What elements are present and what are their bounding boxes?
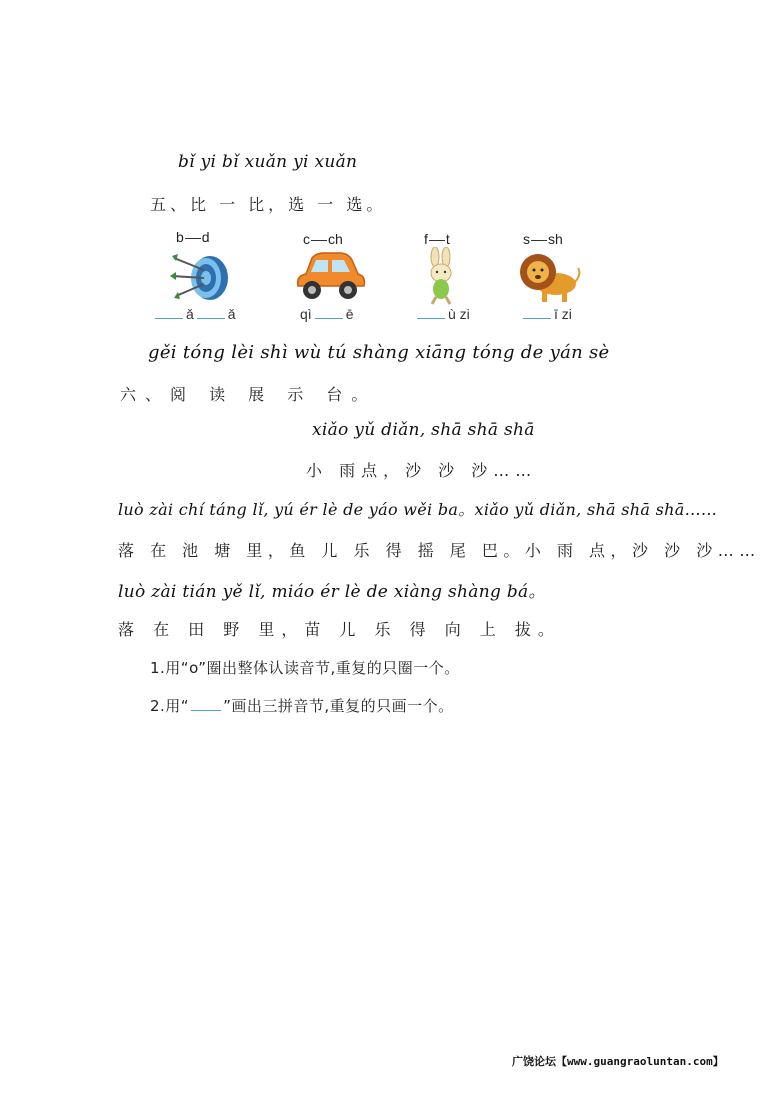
section5-title: 五、比 一 比，选 一 选。: [150, 195, 387, 214]
pair-answer-2: qì ē: [300, 306, 354, 322]
poem-line1: 落 在 池 塘 里，鱼 儿 乐 得 摇 尾 巴。小 雨 点，沙 沙 沙……: [118, 541, 761, 560]
underline-symbol: [191, 710, 221, 711]
poem-line2: 落 在 田 野 里，苗 儿 乐 得 向 上 拔。: [118, 620, 561, 639]
pair-answer-1: ǎ ǎ: [152, 306, 236, 322]
task-1: 1.用“o”圈出整体认读音节,重复的只圈一个。: [150, 659, 460, 677]
lion-icon: [518, 248, 582, 308]
pair-label-f-t: f t: [424, 231, 450, 247]
poem-title: 小 雨点，沙 沙 沙……: [306, 461, 538, 480]
poem-line1-pinyin: luò zài chí táng lǐ, yú ér lè de yáo wěi ba。xiǎo yǔ diǎn, shā shā shā……: [118, 500, 718, 519]
footer-watermark: 广饶论坛【www.guangraoluntan.com】: [512, 1055, 724, 1068]
pair-answer-3: ù zi: [414, 306, 470, 322]
pair-label-b-d: b d: [176, 229, 210, 245]
pair-answer-4: ī zi: [520, 306, 572, 322]
pair-label-c-ch: c ch: [303, 231, 343, 247]
poem-title-pinyin: xiǎo yǔ diǎn, shā shā shā: [312, 420, 535, 440]
poem-line2-pinyin: luò zài tián yě lǐ, miáo ér lè de xiàng shàng bá。: [118, 582, 546, 602]
section6-title: 六、阅 读 展 示 台。: [120, 385, 377, 404]
instruction-pinyin: gěi tóng lèi shì wù tú shàng xiāng tóng de yán sè: [148, 342, 610, 363]
section5-pinyin: bǐ yi bǐ xuǎn yi xuǎn: [178, 152, 358, 172]
answer-blank[interactable]: [315, 318, 343, 319]
task-2: 2.用“ ”画出三拼音节,重复的只画一个。: [150, 697, 454, 715]
target-with-arrows-icon: [170, 250, 232, 310]
answer-blank[interactable]: [197, 318, 225, 319]
answer-blank[interactable]: [155, 318, 183, 319]
rabbit-icon: [424, 247, 458, 309]
pair-label-s-sh: s sh: [523, 231, 563, 247]
orange-car-icon: [292, 250, 368, 308]
answer-blank[interactable]: [523, 318, 551, 319]
answer-blank[interactable]: [417, 318, 445, 319]
